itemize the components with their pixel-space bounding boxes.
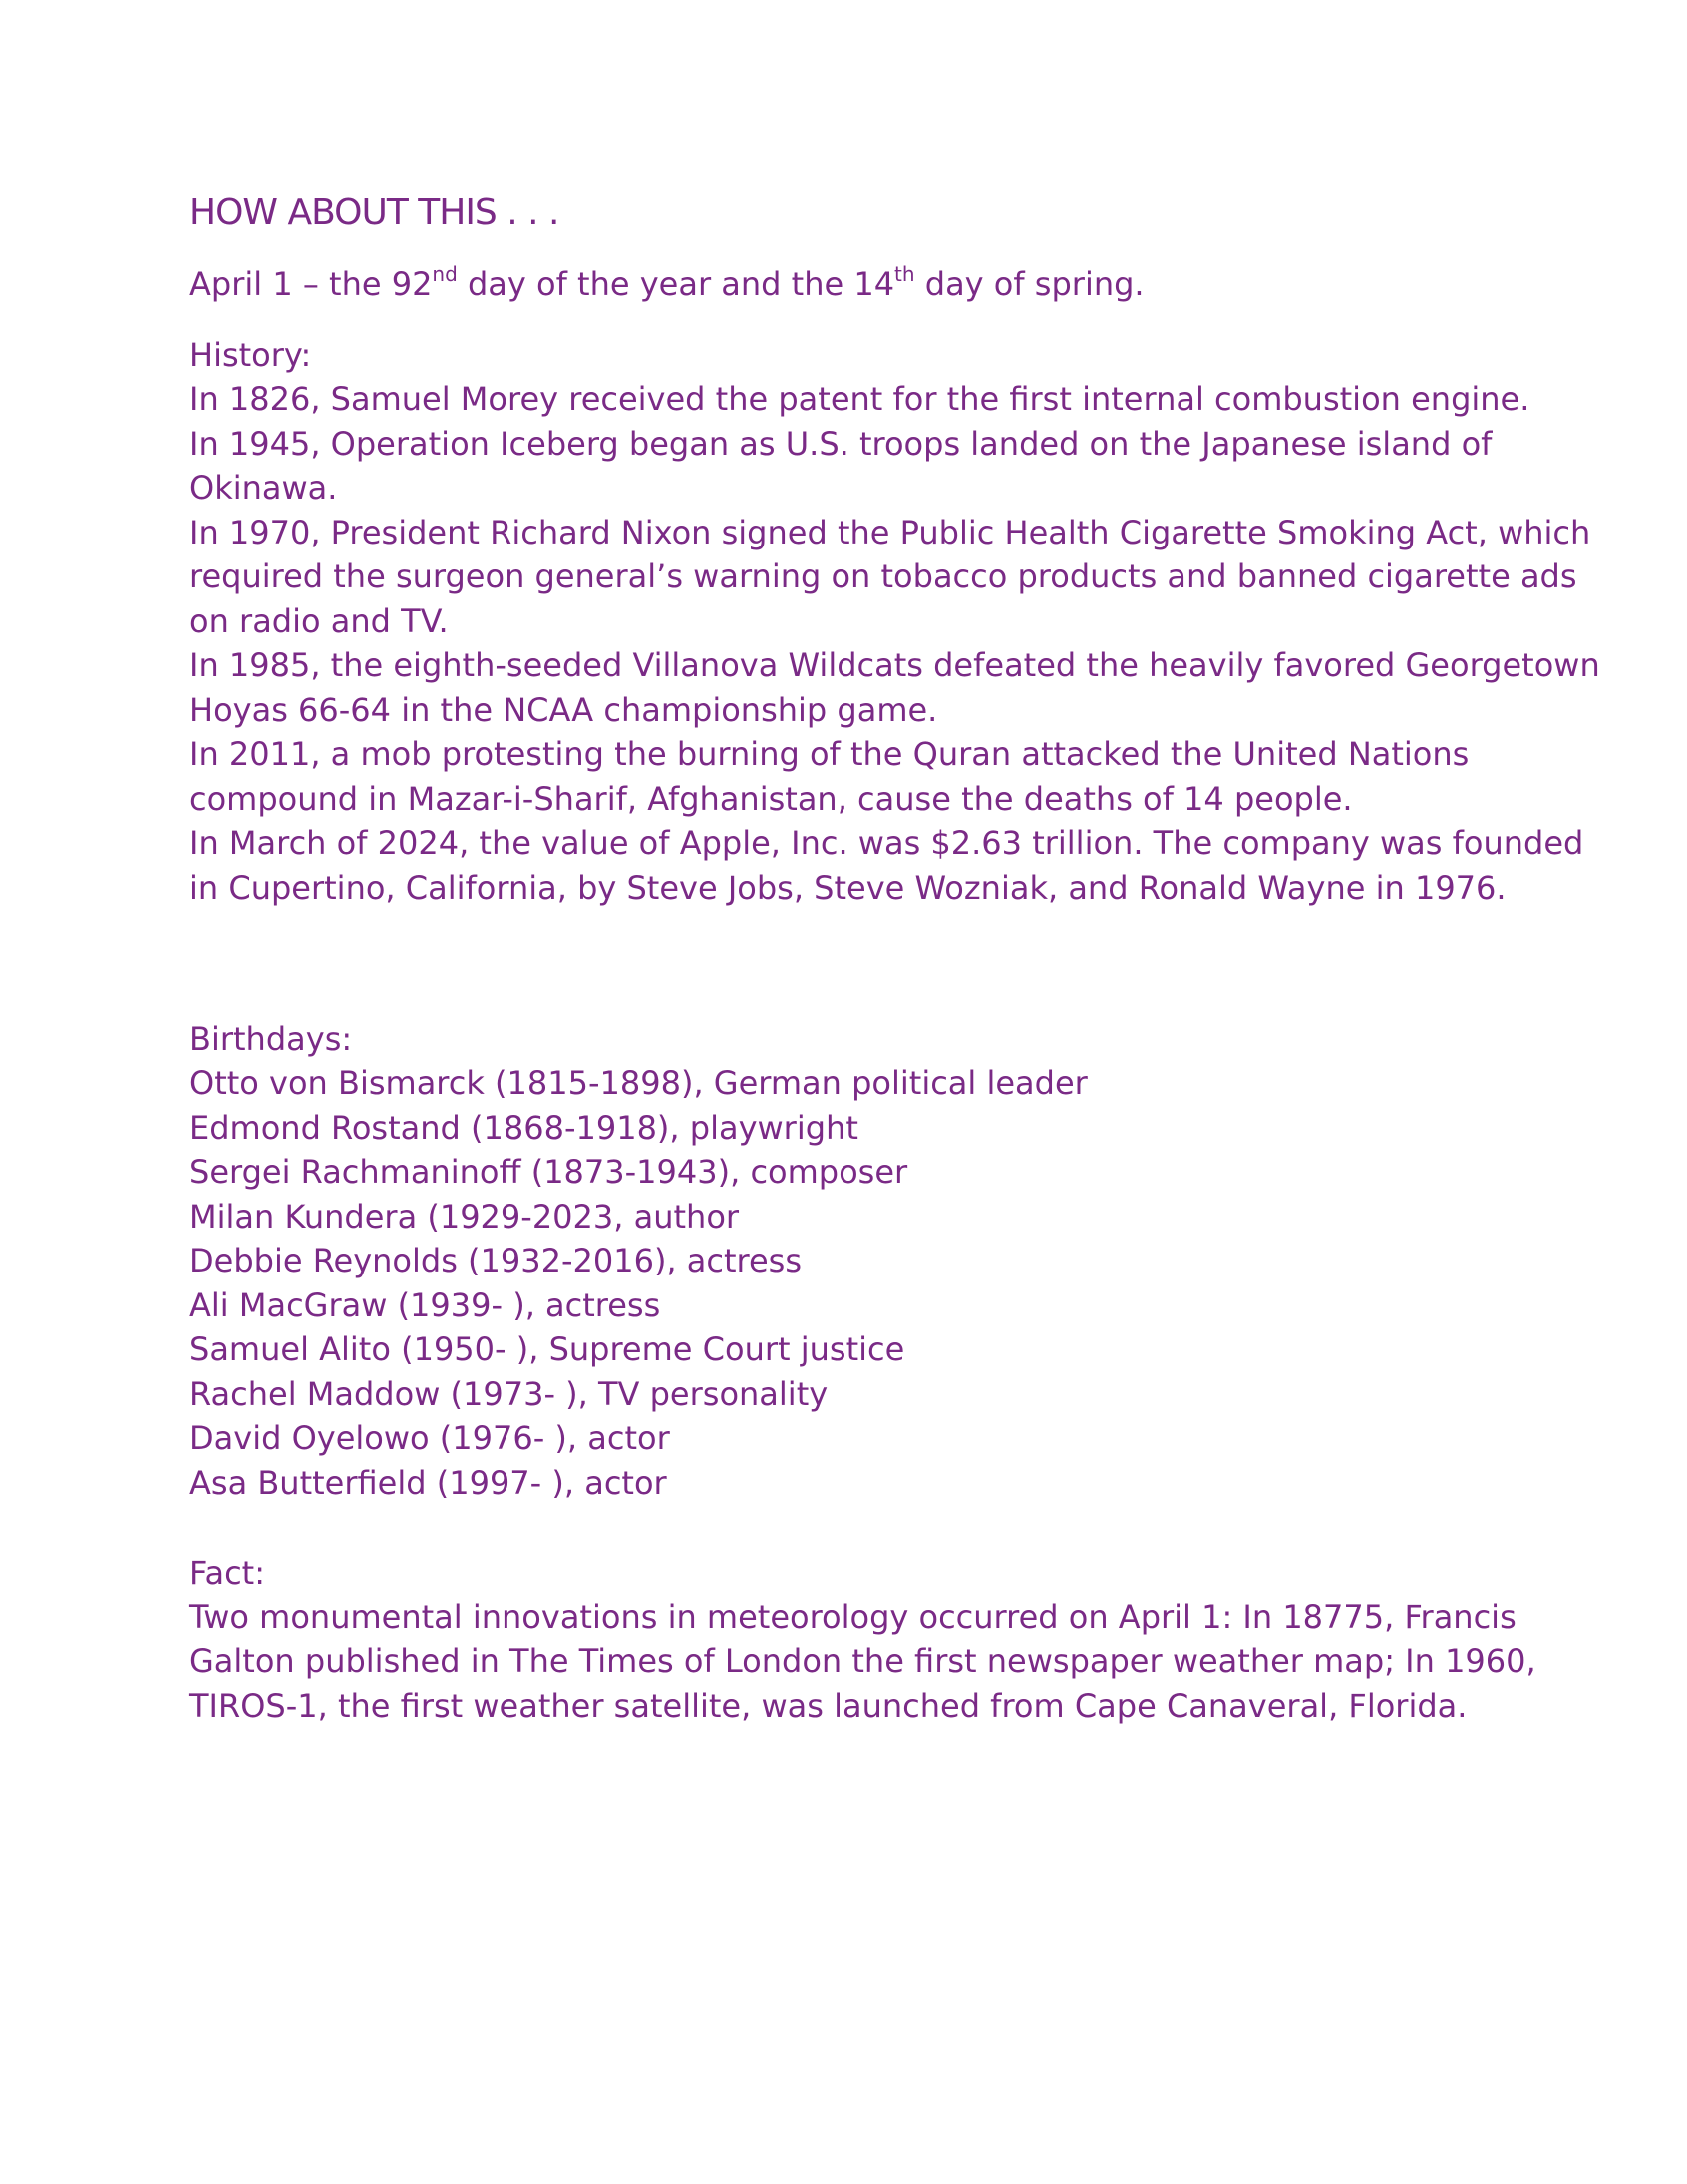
history-heading: History:	[189, 336, 312, 374]
history-line: In 1985, the eighth-seeded Villanova Wildcats defeated the heavily favored Georgetown	[189, 646, 1600, 684]
fact-line: Galton published in The Times of London the first newspaper weather map; In 1960,	[189, 1642, 1536, 1680]
birthday-line: Edmond Rostand (1868-1918), playwright	[189, 1108, 858, 1147]
dateline-part-2: day of the year and the 14	[457, 265, 895, 303]
birthday-line: Debbie Reynolds (1932-2016), actress	[189, 1242, 802, 1279]
history-line: compound in Mazar-i-Sharif, Afghanistan, cause the deaths of 14 people.	[189, 779, 1353, 818]
history-line: In 1970, President Richard Nixon signed the Public Health Cigarette Smoking Act, which	[189, 513, 1591, 551]
birthdays-section	[189, 1017, 1525, 1505]
birthdays-heading: Birthdays:	[189, 1020, 353, 1058]
birthday-line: Otto von Bismarck (1815-1898), German political leader	[189, 1064, 1088, 1102]
birthday-line: Sergei Rachmaninoff (1873-1943), composer	[189, 1153, 908, 1191]
history-line: Okinawa.	[189, 469, 338, 507]
document-page	[189, 189, 1600, 1729]
history-line: Hoyas 66-64 in the NCAA championship game.	[189, 690, 938, 729]
page-title: HOW ABOUT THIS . . .	[189, 192, 559, 233]
fact-line: Two monumental innovations in meteorology occurred on April 1: In 18775, Francis	[189, 1598, 1517, 1636]
birthday-line: Milan Kundera (1929-2023, author	[189, 1197, 740, 1236]
birthday-line: Samuel Alito (1950- ), Supreme Court justice	[189, 1330, 905, 1368]
birthday-line: Asa Butterfield (1997- ), actor	[189, 1463, 667, 1502]
history-line: In 1945, Operation Iceberg began as U.S. troops landed on the Japanese island of	[189, 424, 1493, 463]
fact-section	[189, 1551, 1536, 1729]
dateline-superscript-1: nd	[432, 262, 458, 286]
birthday-line: Rachel Maddow (1973- ), TV personality	[189, 1374, 829, 1413]
history-line: In 1826, Samuel Morey received the patent for the first internal combustion engine.	[189, 380, 1530, 418]
birthday-line: David Oyelowo (1976- ), actor	[189, 1419, 670, 1457]
fact-heading: Fact:	[189, 1554, 265, 1592]
history-line: In 2011, a mob protesting the burning of the Quran attacked the United Nations	[189, 735, 1470, 773]
dateline	[189, 261, 1525, 307]
history-line: required the surgeon general’s warning on tobacco products and banned cigarette ads	[189, 557, 1577, 595]
history-line: In March of 2024, the value of Apple, Inc. was $2.63 trillion. The company was founded	[189, 824, 1584, 862]
history-section	[189, 333, 1600, 910]
history-line: in Cupertino, California, by Steve Jobs, Steve Wozniak, and Ronald Wayne in 1976.	[189, 868, 1507, 907]
dateline-superscript-2: th	[894, 262, 915, 286]
fact-line: TIROS-1, the first weather satellite, was launched from Cape Canaveral, Florida.	[189, 1687, 1468, 1725]
birthday-line: Ali MacGraw (1939- ), actress	[189, 1285, 661, 1324]
history-line: on radio and TV.	[189, 601, 449, 640]
dateline-part-1: April 1 – the 92	[189, 265, 433, 303]
dateline-part-3: day of spring.	[914, 265, 1145, 303]
